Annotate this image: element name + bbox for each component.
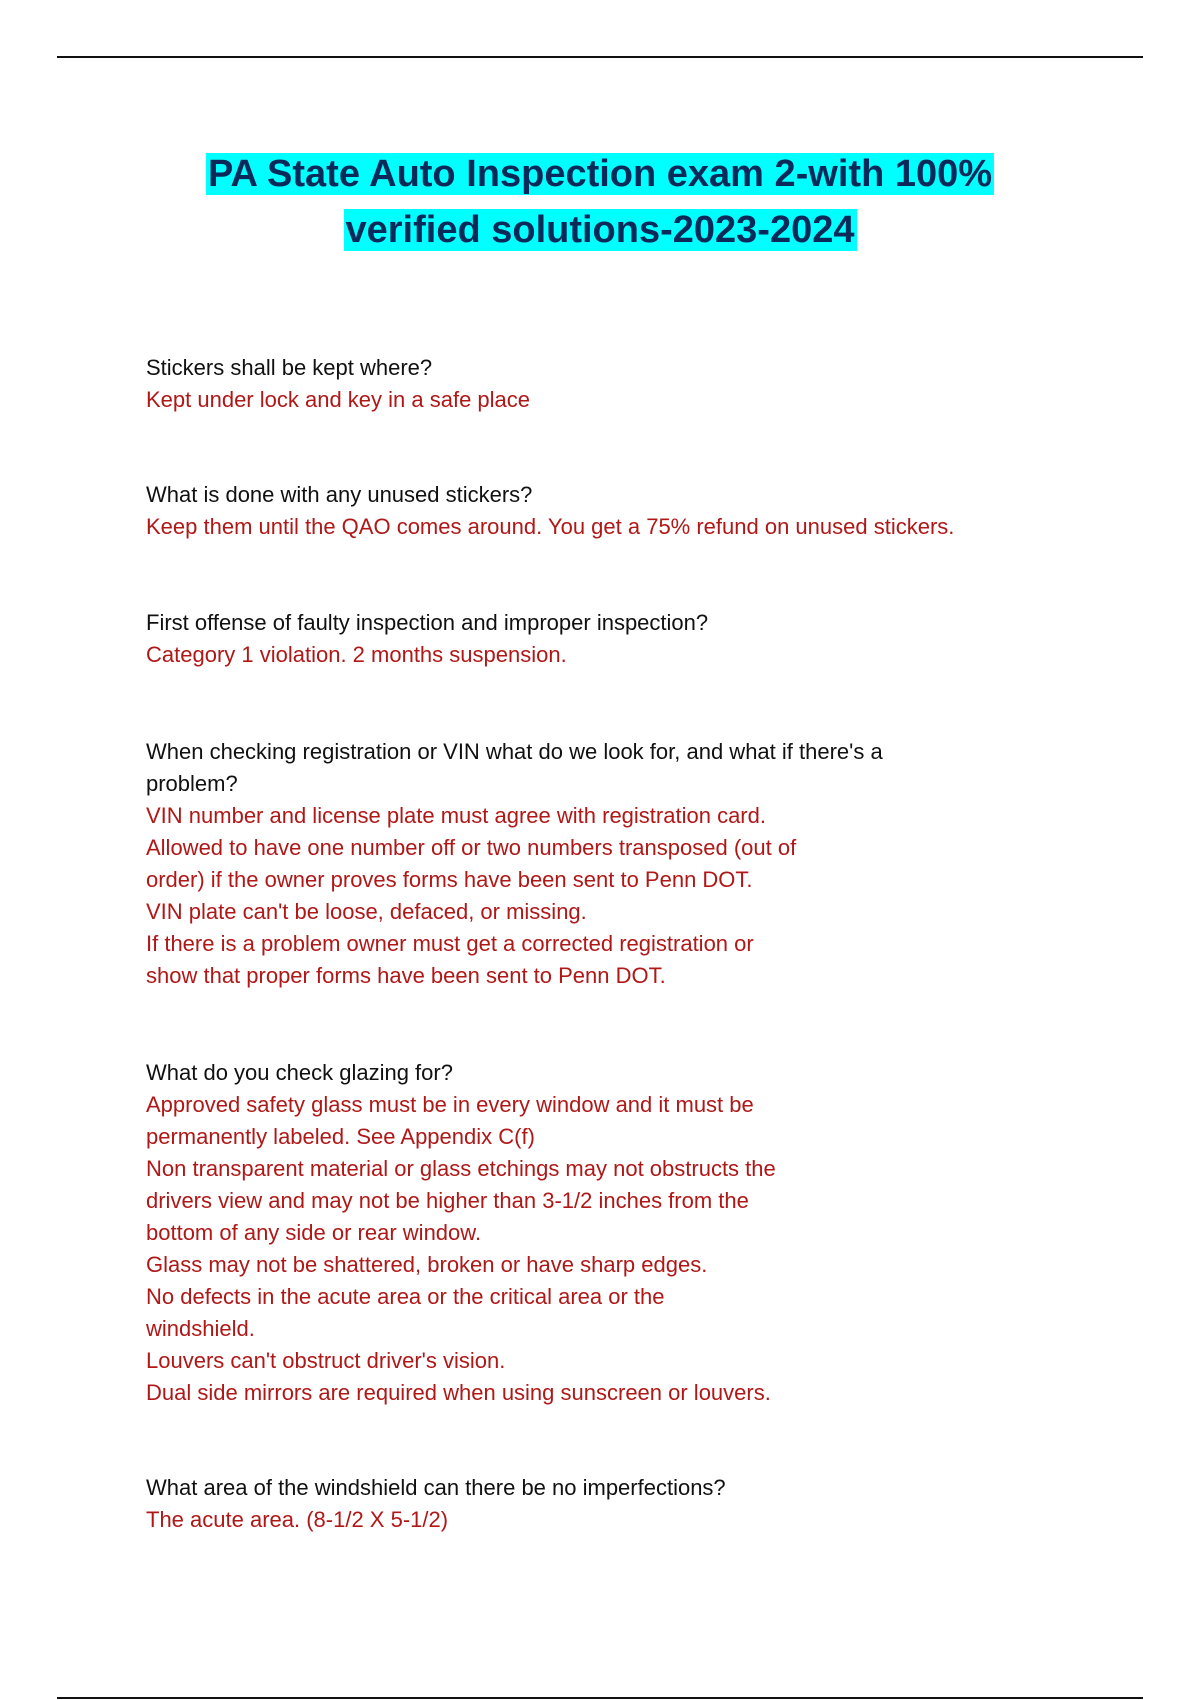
answer xyxy=(146,1504,1046,1536)
answer-line: Non transparent material or glass etchings may not obstructs the xyxy=(146,1156,776,1181)
answer-line: permanently labeled. See Appendix C(f) xyxy=(146,1124,535,1149)
answer-line: Category 1 violation. 2 months suspension. xyxy=(146,642,567,667)
answer xyxy=(146,511,1046,543)
answer xyxy=(146,800,1046,992)
answer-line: drivers view and may not be higher than 3-1/2 inches from the xyxy=(146,1188,749,1213)
qa-block-stickers-storage xyxy=(146,352,1046,416)
answer-line: Allowed to have one number off or two numbers transposed (out of xyxy=(146,835,797,860)
qa-block-glazing xyxy=(146,1057,1046,1409)
answer-line: Louvers can't obstruct driver's vision. xyxy=(146,1348,506,1373)
answer xyxy=(146,1089,1046,1409)
document-title xyxy=(0,146,1200,258)
question-line: problem? xyxy=(146,771,238,796)
answer-line: bottom of any side or rear window. xyxy=(146,1220,482,1245)
question: What is done with any unused stickers? xyxy=(146,482,533,507)
answer-line: If there is a problem owner must get a corrected registration or xyxy=(146,931,754,956)
question-line: When checking registration or VIN what do we look for, and what if there's a xyxy=(146,739,883,764)
question xyxy=(146,736,1046,800)
answer xyxy=(146,639,1046,671)
qa-block-first-offense xyxy=(146,607,1046,671)
question: First offense of faulty inspection and improper inspection? xyxy=(146,610,709,635)
qa-block-registration-vin xyxy=(146,736,1046,992)
answer-line: order) if the owner proves forms have been sent to Penn DOT. xyxy=(146,867,753,892)
answer-line: Keep them until the QAO comes around. You get a 75% refund on unused stickers. xyxy=(146,514,955,539)
answer-line: The acute area. (8-1/2 X 5-1/2) xyxy=(146,1507,449,1532)
answer-line: windshield. xyxy=(146,1316,255,1341)
bottom-divider xyxy=(57,1697,1143,1699)
qa-block-unused-stickers xyxy=(146,479,1046,543)
question: What do you check glazing for? xyxy=(146,1060,453,1085)
answer-line: show that proper forms have been sent to Penn DOT. xyxy=(146,963,666,988)
answer-line: VIN plate can't be loose, defaced, or missing. xyxy=(146,899,587,924)
question: What area of the windshield can there be no imperfections? xyxy=(146,1475,726,1500)
title-line-1: PA State Auto Inspection exam 2-with 100% xyxy=(207,153,993,195)
question: Stickers shall be kept where? xyxy=(146,355,433,380)
answer xyxy=(146,384,1046,416)
answer-line: Kept under lock and key in a safe place xyxy=(146,387,531,412)
answer-line: No defects in the acute area or the critical area or the xyxy=(146,1284,665,1309)
answer-line: VIN number and license plate must agree with registration card. xyxy=(146,803,766,828)
answer-line: Dual side mirrors are required when using sunscreen or louvers. xyxy=(146,1380,771,1405)
qa-block-windshield-area xyxy=(146,1472,1046,1536)
title-line-2: verified solutions-2023-2024 xyxy=(345,209,855,251)
answer-line: Approved safety glass must be in every window and it must be xyxy=(146,1092,754,1117)
answer-line: Glass may not be shattered, broken or have sharp edges. xyxy=(146,1252,708,1277)
top-divider xyxy=(57,56,1143,58)
